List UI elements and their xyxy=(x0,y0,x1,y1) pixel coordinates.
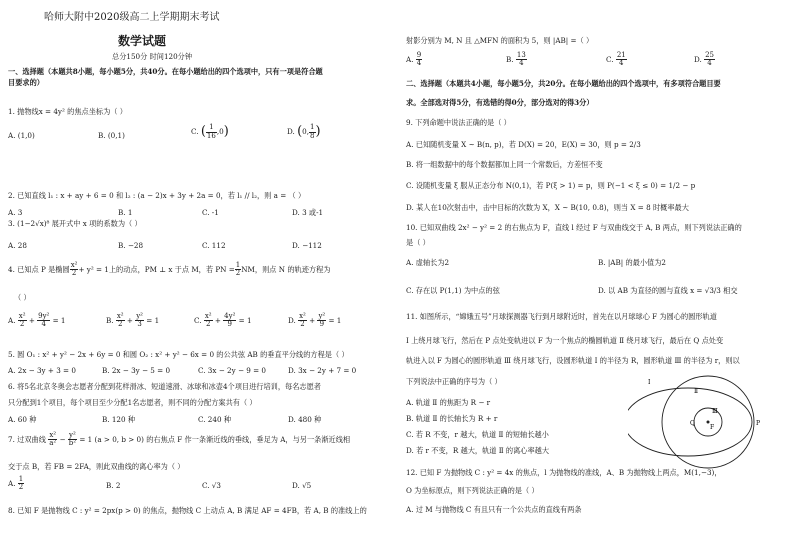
label-f: F xyxy=(710,424,715,431)
question-11: 11. 如图所示，“嫦娥五号”月球探测器飞行到月球附近时，首先在以月球球心 F 为圆心的圆形轨道 xyxy=(406,312,717,321)
q10-option-b: B. |AB| 的最小值为2 xyxy=(598,258,666,267)
q3-option-c: C. 112 xyxy=(202,241,226,250)
q4-option-b: B. $\frac{\text{x²}}{2}$ + $\frac{\text{y²}}{3}$ = 1 xyxy=(106,312,160,329)
q4-option-c: C. $\frac{\text{x²}}{2}$ + $\frac{\text{4y²}}{9}$ = 1 xyxy=(194,312,252,329)
q2-option-a: A. 3 xyxy=(8,208,23,217)
question-1: 1. 抛物线x = 4y² 的焦点坐标为（ ） xyxy=(8,107,127,116)
question-9: 9. 下列命题中说法正确的是（ ） xyxy=(406,118,511,127)
question-6: 6. 将5名北京冬奥会志愿者分配到花样滑冰、短道速滑、冰球和冰壶4个项目进行培训，每名志愿者 xyxy=(8,382,321,391)
question-11-cont3: 下列说法中正确的序号为（ ） xyxy=(406,377,502,386)
q1-option-d: D. (0, $\frac{1}{8}$ ) xyxy=(287,123,321,140)
q9-option-b: B. 将一组数据中的每个数据都加上同一个常数后，方差恒不变 xyxy=(406,160,603,169)
q10-option-d: D. 以 AB 为直径的圆与直线 x = √3/3 相交 xyxy=(598,286,738,295)
q9-option-a: A. 已知随机变量 X ~ B(n, p)，若 D(X) = 20，E(X) = 30，则 p = 2/3 xyxy=(406,140,641,149)
label-q: Q xyxy=(690,420,695,427)
q6-option-b: B. 120 种 xyxy=(102,415,136,424)
q5-option-c: C. 3x − 2y − 9 = 0 xyxy=(198,366,266,375)
q4-option-a: A. $\frac{\text{x²}}{2}$ + $\frac{\text{9y²}}{4}$ = 1 xyxy=(8,312,66,329)
q11-option-c: C. 若 R 不变，r 越大，轨道 Ⅱ 的短轴长越小 xyxy=(406,430,549,439)
question-4: 4. 已知点 P 是椭圆 $\frac{\text{x²}}{2}$ + y² = 1上的动点，PM ⊥ x 于点 M，若 PN = $\frac{1}{2}$ NM，则点 N 的轨迹方程为 xyxy=(8,261,331,278)
q1-option-a: A. (1,0) xyxy=(8,131,35,140)
question-7-cont: 交于点 B，若 FB = 2FA，则此双曲线的离心率为（ ） xyxy=(8,462,185,471)
q11-option-d: D. 若 r 不变，R 越大，轨道 Ⅱ 的离心率越大 xyxy=(406,446,550,455)
q2-option-c: C. -1 xyxy=(202,208,219,217)
q5-option-d: D. 3x − 2y + 7 = 0 xyxy=(288,366,357,375)
question-8-cont: 射影分别为 M, N 且 △MFN 的面积为 5，则 |AB| =（ ） xyxy=(406,36,594,45)
q6-option-d: D. 480 种 xyxy=(288,415,322,424)
orbit-diagram xyxy=(628,372,788,472)
label-p: P xyxy=(756,420,761,427)
label-orbit-ii: Ⅱ xyxy=(694,388,699,395)
q6-option-a: A. 60 种 xyxy=(8,415,37,424)
label-orbit-i: Ⅰ xyxy=(648,379,651,386)
q7-option-a: A. $\frac{1}{2}$ xyxy=(8,475,24,492)
q7-option-d: D. √5 xyxy=(292,481,312,490)
question-12: 12. 已知 F 为抛物线 C : y² = 4x 的焦点，l 为抛物线的准线，A、B 为抛物线上两点，M(1,−3)， xyxy=(406,468,722,477)
q10-option-c: C. 存在以 P(1,1) 为中点的弦 xyxy=(406,286,500,295)
q7-option-b: B. 2 xyxy=(106,481,121,490)
exam-title: 哈师大附中2020级高二上学期期末考试 xyxy=(44,12,220,23)
question-12-cont: O 为坐标原点，则下列说法正确的是（ ） xyxy=(406,486,539,495)
question-2: 2. 已知直线 l₁ : x + ay + 6 = 0 和 l₂ : (a − 2)x + 3y + 2a = 0，若 l₁ // l₂，则 a = （ ） xyxy=(8,191,306,200)
q11-option-a: A. 轨道 Ⅱ 的焦距为 R − r xyxy=(406,398,491,407)
q1-option-b: B. (0,1) xyxy=(98,131,125,140)
section-2-heading: 二、选择题（本题共4小题，每小题5分，共20分。在每小题给出的四个选项中，有多项符合题目要 xyxy=(406,79,721,88)
q12-option-a: A. 过 M 与抛物线 C 有且只有一个公共点的直线有两条 xyxy=(406,505,582,514)
q1-option-c: C. ( $\frac{1}{16}$ ,0) xyxy=(191,123,229,140)
label-orbit-iii: Ⅲ xyxy=(712,408,718,415)
question-7: 7. 过双曲线 $\frac{\text{x²}}{\text{a²}}$ − $\frac{\text{y²}}{\text{b²}}$ = 1 (a > 0, b > 0) 的右焦点 F 作一条渐近线的垂线，垂足为 A，与另一条渐近线相 xyxy=(8,431,351,448)
question-3: 3. (1−2√x)⁸ 展开式中 x 项的系数为（ ） xyxy=(8,219,142,228)
q5-option-a: A. 2x − 3y + 3 = 0 xyxy=(8,366,76,375)
q8-option-b: B. $\frac{13}{4}$ xyxy=(506,51,526,68)
question-10-cont: 是（ ） xyxy=(406,238,430,247)
question-8: 8. 已知 F 是抛物线 C : y² = 2px(p > 0) 的焦点，抛物线 C 上动点 A, B 满足 AF = 4FB，若 A, B 的准线上的 xyxy=(8,506,367,515)
q8-option-a: A. $\frac{9}{4}$ xyxy=(406,51,422,68)
question-10: 10. 已知双曲线 2x² − y² = 2 的右焦点为 F，直线 l 经过 F 与双曲线交于 A, B 两点，则下列说法正确的 xyxy=(406,223,742,232)
q2-option-d: D. 3 或-1 xyxy=(292,208,324,217)
question-11-cont1: Ⅰ 上绕月球飞行，然后在 P 点处变轨进以 F 为一个焦点的椭圆轨道 Ⅱ 绕月球飞行，最后在 Q 点处变 xyxy=(406,336,724,345)
section-1-heading: 一、选择题（本题共8小题，每小题5分，共40分。在每小题给出的四个选项中，只有一项是符合题 xyxy=(8,67,323,76)
q11-option-b: B. 轨道 Ⅱ 的长轴长为 R + r xyxy=(406,414,498,423)
exam-info: 总分150分 时间120分钟 xyxy=(112,52,193,61)
q10-option-a: A. 虚轴长为2 xyxy=(406,258,450,267)
q2-option-b: B. 1 xyxy=(118,208,133,217)
q6-option-c: C. 240 种 xyxy=(198,415,232,424)
q7-option-c: C. √3 xyxy=(202,481,221,490)
q9-option-d: D. 某人在10次射击中，击中目标的次数为 X，X ~ B(10, 0.8)，则当 X = 8 时概率最大 xyxy=(406,203,689,212)
q5-option-b: B. 2x − 3y − 5 = 0 xyxy=(102,366,171,375)
subject-title: 数学试题 xyxy=(118,34,167,48)
q3-option-a: A. 28 xyxy=(8,241,27,250)
section-1-heading-cont: 目要求的） xyxy=(8,78,44,87)
q3-option-b: B. −28 xyxy=(118,241,144,250)
q8-option-c: C. $\frac{21}{4}$ xyxy=(606,51,626,68)
question-5: 5. 圆 O₁ : x² + y² − 2x + 6y = 0 和圆 O₂ : x² + y² − 6x = 0 的公共弦 AB 的垂直平分线的方程是（ ） xyxy=(8,350,349,359)
q9-option-c: C. 设随机变量 ξ 服从正态分布 N(0,1)，若 P(ξ > 1) = p，则 P(−1 < ξ ≤ 0) = 1/2 − p xyxy=(406,181,696,190)
q4-option-d: D. $\frac{\text{x²}}{2}$ + $\frac{\text{y²}}{9}$ = 1 xyxy=(288,312,342,329)
q3-option-d: D. −112 xyxy=(292,241,322,250)
q8-option-d: D. $\frac{25}{4}$ xyxy=(694,51,714,68)
question-11-cont2: 轨进入以 F 为圆心的圆形轨道 Ⅲ 绕月球飞行，设圆形轨道 Ⅰ 的半径为 R，圆形轨道 Ⅲ 的半径为 r，则以 xyxy=(406,356,740,365)
question-6-cont: 只分配到1个项目，每个项目至少分配1名志愿者，则不同的分配方案共有（ ） xyxy=(8,398,257,407)
section-2-heading-cont: 求。全部选对得5分，有选错的得0分，部分选对的得3分） xyxy=(406,98,594,107)
q4-paren: （ ） xyxy=(14,293,31,302)
